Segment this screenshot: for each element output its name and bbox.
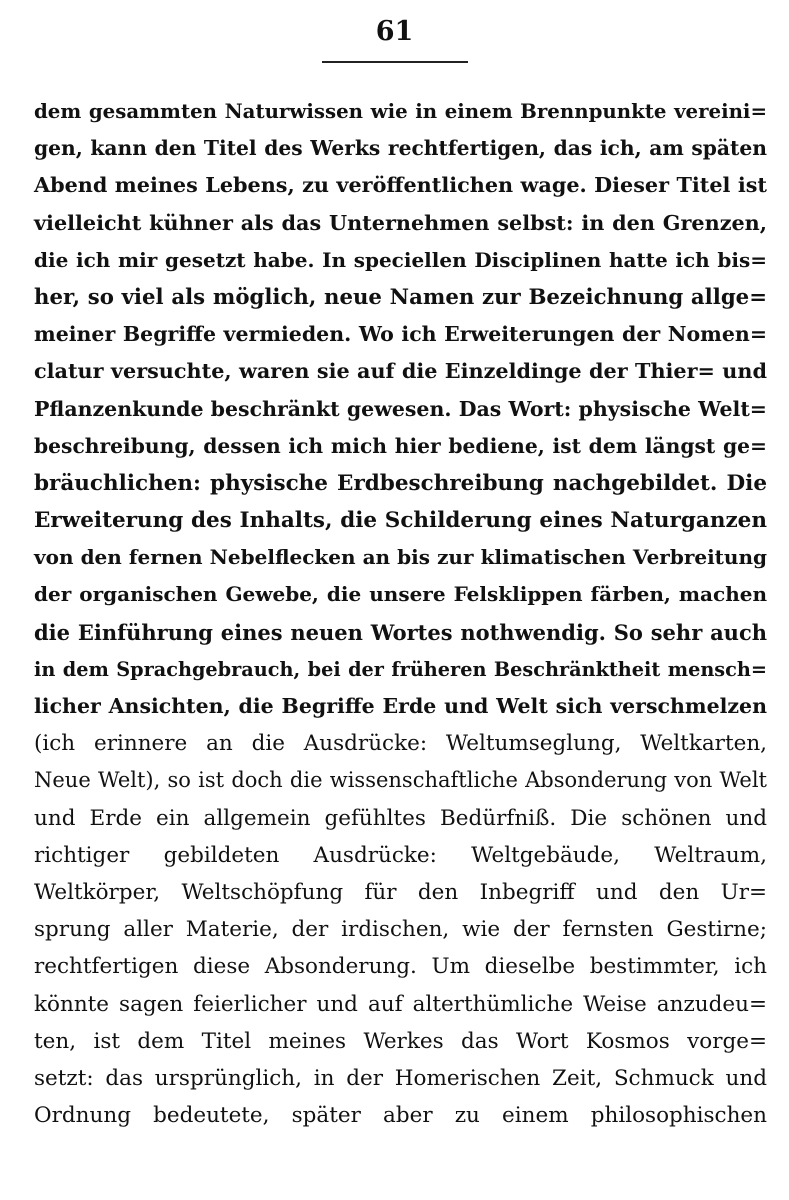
text-line: Weltkörper, Weltschöpfung für den Inbegriff und den Ur= bbox=[34, 879, 767, 905]
text-line: die Einführung eines neuen Wortes nothwendig. So sehr auch bbox=[34, 619, 767, 645]
text-line: her, so viel als möglich, neue Namen zur Bezeichnung allge= bbox=[34, 284, 767, 310]
text-line: Erweiterung des Inhalts, die Schilderung eines Naturganzen bbox=[34, 508, 767, 534]
text-line: vielleicht kühner als das Unternehmen selbst: in den Grenzen, bbox=[34, 210, 767, 235]
text-line: beschreibung, dessen ich mich hier bediene, ist dem längst ge= bbox=[34, 433, 767, 458]
text-line: licher Ansichten, die Begriffe Erde und Welt sich verschmelzen bbox=[34, 694, 767, 718]
text-line: ten, ist dem Titel meines Werkes das Wort Kosmos vorge= bbox=[34, 1028, 767, 1054]
text-line: bräuchlichen: physische Erdbeschreibung nachgebildet. Die bbox=[34, 470, 767, 496]
text-line: richtiger gebildeten Ausdrücke: Weltgebäude, Weltraum, bbox=[34, 842, 767, 868]
text-line: gen, kann den Titel des Werks rechtfertigen, das ich, am späten bbox=[34, 136, 767, 161]
text-line: von den fernen Nebelflecken an bis zur klimatischen Verbreitung bbox=[34, 545, 767, 570]
text-line: rechtfertigen diese Absonderung. Um dieselbe bestimmter, ich bbox=[34, 954, 767, 980]
text-line: sprung aller Materie, der irdischen, wie der fernsten Gestirne; bbox=[34, 917, 767, 943]
text-line: Pflanzenkunde beschränkt gewesen. Das Wort: physische Welt= bbox=[34, 396, 767, 421]
text-line: dem gesammten Naturwissen wie in einem Brennpunkte vereini= bbox=[34, 99, 767, 123]
text-line: (ich erinnere an die Ausdrücke: Weltumseglung, Weltkarten, bbox=[34, 731, 767, 757]
page-number: 61 bbox=[375, 16, 414, 47]
text-line: könnte sagen feierlicher und auf alterthümliche Weise anzudeu= bbox=[34, 991, 767, 1017]
text-line: die ich mir gesetzt habe. In speciellen Disciplinen hatte ich bis= bbox=[34, 247, 767, 272]
text-line: Abend meines Lebens, zu veröffentlichen wage. Dieser Titel ist bbox=[34, 173, 767, 198]
text-line: clatur versuchte, waren sie auf die Einzeldinge der Thier= und bbox=[34, 359, 767, 384]
text-line: der organischen Gewebe, die unsere Felsklippen färben, machen bbox=[34, 582, 767, 607]
text-line: meiner Begriffe vermieden. Wo ich Erweiterungen der Nomen= bbox=[34, 322, 767, 347]
text-line: setzt: das ursprünglich, in der Homerischen Zeit, Schmuck und bbox=[34, 1065, 767, 1091]
text-line: in dem Sprachgebrauch, bei der früheren Beschränktheit mensch= bbox=[34, 657, 767, 681]
body-text bbox=[34, 93, 767, 1134]
header-rule bbox=[322, 61, 468, 63]
text-line: Neue Welt), so ist doch die wissenschaftliche Absonderung von Welt bbox=[34, 768, 767, 793]
text-line: und Erde ein allgemein gefühltes Bedürfniß. Die schönen und bbox=[34, 805, 767, 831]
text-line: Ordnung bedeutete, später aber zu einem philosophischen bbox=[34, 1103, 767, 1129]
